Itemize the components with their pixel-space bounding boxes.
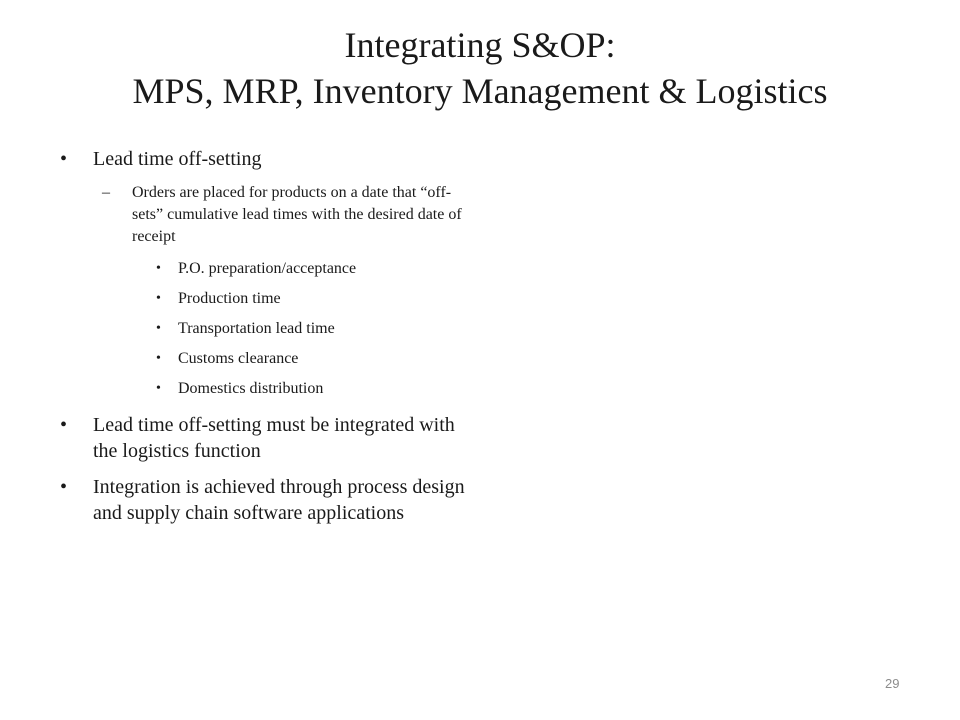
- bullet-integrated-logistics: [60, 412, 480, 464]
- sub-sub-bullet-text: Customs clearance: [178, 350, 299, 367]
- bullet-text: Integration is achieved through process design and supply chain software applications: [93, 476, 465, 524]
- bullet-marker: •: [60, 414, 68, 436]
- sub-sub-bullet-customs: [60, 348, 480, 370]
- slide-title: [0, 22, 960, 114]
- sub-sub-bullet-text: Transportation lead time: [178, 320, 335, 337]
- bullet-marker: •: [60, 148, 68, 170]
- title-line-1: Integrating S&OP:: [344, 25, 616, 65]
- dash-marker: –: [102, 184, 110, 201]
- bullet-marker: •: [156, 321, 161, 336]
- bullet-marker: •: [156, 261, 161, 276]
- bullet-text: Lead time off-setting must be integrated with the logistics function: [93, 414, 455, 462]
- sub-sub-bullet-production-time: [60, 288, 480, 310]
- title-line-2: MPS, MRP, Inventory Management & Logistics: [132, 71, 828, 111]
- slide-body: [60, 146, 480, 536]
- sub-bullet-text: Orders are placed for products on a date that “off-sets” cumulative lead times with the desired date of receipt: [132, 184, 462, 245]
- bullet-integration-achieved: [60, 474, 480, 526]
- sub-sub-bullet-po-preparation: [60, 258, 480, 280]
- bullet-text: Lead time off-setting: [93, 148, 262, 170]
- sub-sub-bullet-distribution: [60, 378, 480, 400]
- sub-sub-bullet-text: Domestics distribution: [178, 380, 324, 397]
- sub-bullet-orders: [60, 182, 480, 248]
- bullet-marker: •: [156, 381, 161, 396]
- bullet-lead-time-offsetting: [60, 146, 480, 172]
- sub-sub-bullet-transportation: [60, 318, 480, 340]
- sub-sub-bullet-text: P.O. preparation/acceptance: [178, 260, 357, 277]
- bullet-marker: •: [156, 351, 161, 366]
- sub-sub-bullet-text: Production time: [178, 290, 281, 307]
- page-number: 29: [885, 676, 900, 691]
- bullet-marker: •: [156, 291, 161, 306]
- bullet-marker: •: [60, 476, 68, 498]
